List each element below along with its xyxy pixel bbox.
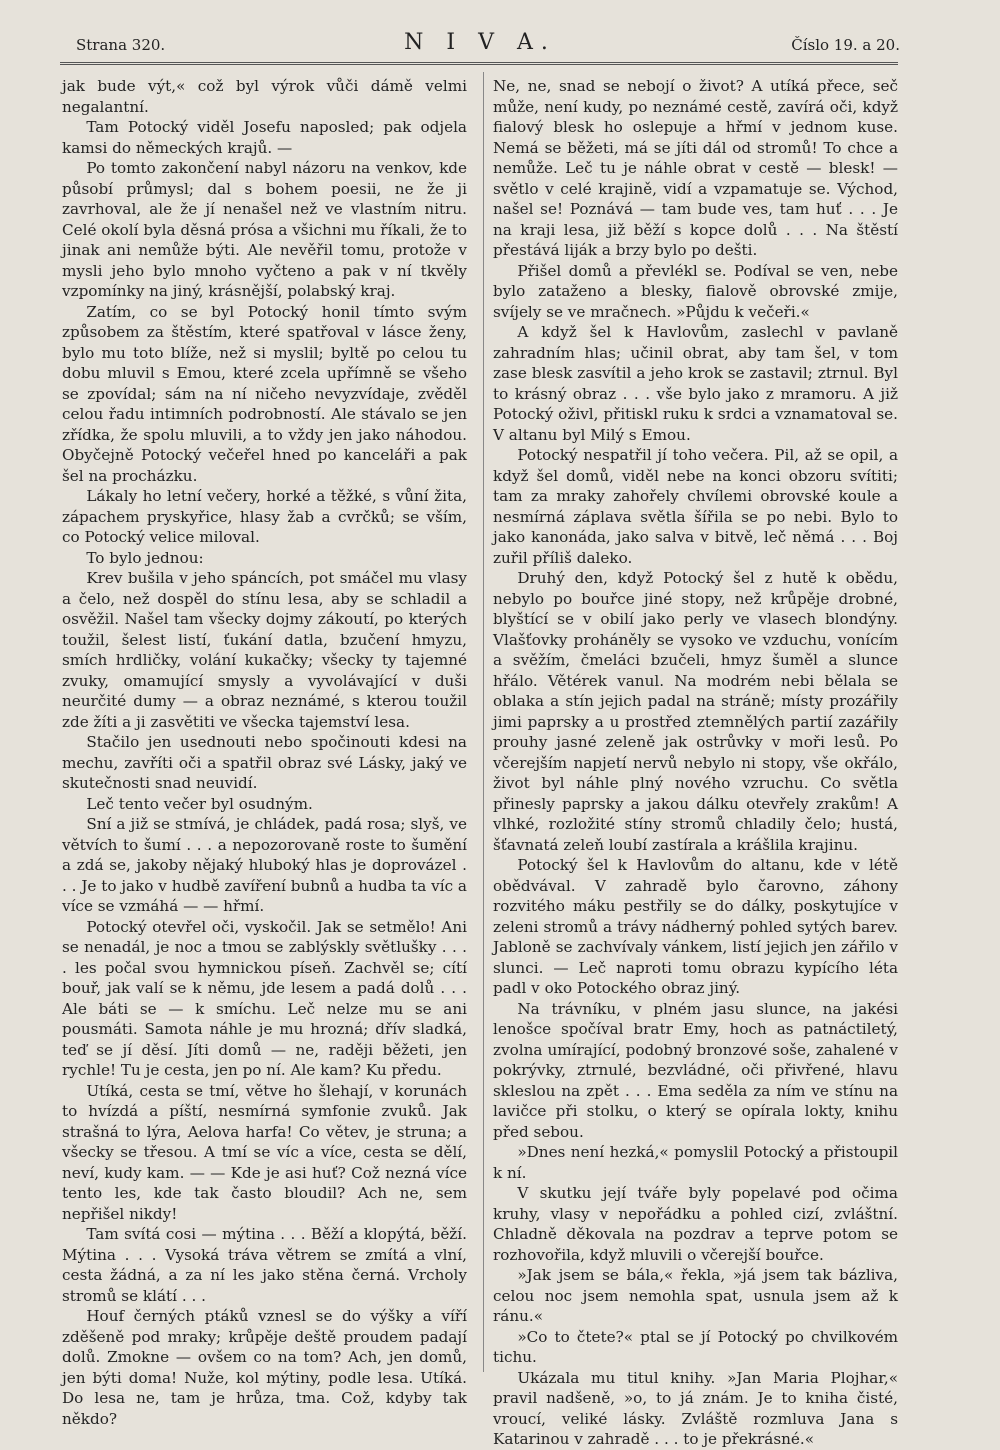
paragraph: Potocký otevřel oči, vyskočil. Jak se setmělo! Ani se nenadál, je noc a tmou se zablýskly světlušky . . . . les počal svou hymnickou píseň. Zachvěl se; cítí bouř, jak valí se k němu, jde lesem a padá dolů . . . Ale báti se — k smíchu. Leč nelze mu se ani pousmáti. Samota náhle je mu hrozná; dřív sladká, teď se jí děsí. Jíti domů — ne, raději běžeti, jen rychle! Tu je cesta, jen po ní. Ale kam? Ku předu. — [62, 917, 467, 1079]
paragraph: Potocký šel k Havlovům do altanu, kde v létě obědvával. V zahradě bylo čarovno, záhony rozvitého máku pestřily se do dálky, poskytujíce v zeleni stromů a trávy nádherný pohled sytých barev. Jabloně se zachvívaly vánkem, listí jejich jen zářilo v slunci. — Leč naproti tomu obrazu kypícího léta padl v oko Potockého obraz jiný. — [493, 856, 898, 997]
paragraph: Stačilo jen usednouti nebo spočinouti kdesi na mechu, zavříti oči a spatřil obraz své Lásky, jaký ve skutečnosti snad neuvidí. — [62, 733, 467, 792]
paragraph: jak bude výt,« což byl výrok vůči dámě velmi negalantní. — [62, 77, 467, 116]
paragraph: »Co to čtete?« ptal se jí Potocký po chvilkovém tichu. — [493, 1327, 898, 1366]
paragraph: V skutku její tváře byly popelavé pod očima kruhy, vlasy v nepořádku a pohled cizí, zvláštní. Chladně děkovala na pozdrav a teprve potom se rozhovořila, když mluvili o včerejší bouřce. — [493, 1184, 898, 1264]
journal-title: N I V A. — [404, 30, 556, 55]
paragraph: Sní a již se stmívá, je chládek, padá rosa; slyš, ve větvích to šumí . . . a nepozorovaně roste to šumění a zdá se, jakoby nějaký hluboký hlas je doprovázel . . . Je to jako v hudbě zavíření bubnů a hudba ta víc a více se vzmáhá — — hřmí. — [62, 815, 467, 915]
column-divider — [483, 72, 484, 1372]
paragraph: Tam Potocký viděl Josefu naposled; pak odjela kamsi do německých krajů. — — [62, 118, 467, 157]
left-column — [62, 76, 467, 1429]
paragraph: Ukázala mu titul knihy. »Jan Maria Plojhar,« pravil nadšeně, »o, to já znám. Je to kniha čisté, vroucí, veliké lásky. Zvláště rozmluva Jana s Katarinou v zahradě . . . to je překrásné.« — [493, 1368, 898, 1448]
paragraph: Přišel domů a převlékl se. Podíval se ven, nebe bylo zataženo a blesky, fialově obrovské zmije, svíjely se ve mračnech. »Půjdu k večeři.« — [493, 261, 898, 321]
paragraph: Tam svítá cosi — mýtina . . . Běží a klopýtá, běží. Mýtina . . . Vysoká tráva větrem se zmítá a vlní, cesta žádná, a za ní les jako stěna černá. Vrcholy stromů se klátí . . . — [62, 1225, 467, 1305]
paragraph: Ne, ne, snad se nebojí o život? A utíká přece, seč může, není kudy, po neznámé cestě, zavírá oči, když fialový blesk ho oslepuje a hřmí v jednom kuse. Nemá se běžeti, má se jíti dál od stromů! To chce a nemůže. Leč tu je náhle obrat v cestě — blesk! — světlo v celé krajině, vidí a vzpamatuje se. Východ, našel se! Poznává — tam bude ves, tam huť . . . Je na kraji lesa, již běží s kopce dolů . . . Na štěstí přestává liják a brzy bylo po dešti. — [493, 77, 898, 259]
paragraph: Potocký nespatřil jí toho večera. Pil, až se opil, a když šel domů, viděl nebe na konci obzoru svítiti; tam za mraky zahořely chvílemi obrovské koule a nesmírná záplava světla šířila se po nebi. Bylo to jako kanonáda, jako salva v bitvě, leč němá . . . Boj zuřil příliš daleko. — [493, 446, 898, 567]
paragraph: Utíká, cesta se tmí, větve ho šlehají, v korunách to hvízdá a píští, nesmírná symfonie zvuků. Jak strašná to lýra, Aelova harfa! Co větev, je struna; a všecky se třesou. A tmí se víc a více, cesta se dělí, neví, kudy kam. — — Kde je asi huť? Což nezná více tento les, kde tak často bloudil? Ach ne, sem nepřišel nikdy! — [62, 1081, 467, 1223]
paragraph: A když šel k Havlovům, zaslechl v pavlaně zahradním hlas; učinil obrat, aby tam šel, v tom zase blesk zasvítil a jeho krok se zastavil; ztrnul. Byl to krásný obraz . . . vše bylo jako z mramoru. A již Potocký oživl, přitiskl ruku k srdci a vznamatoval se. V altanu byl Milý s Emou. — [493, 323, 898, 444]
paragraph: »Jak jsem se bála,« řekla, »já jsem tak bázliva, celou noc jsem nemohla spat, usnula jsem až k ránu.« — [493, 1266, 898, 1325]
issue-number: Číslo 19. a 20. — [791, 36, 900, 54]
paragraph: Lákaly ho letní večery, horké a těžké, s vůní žita, zápachem pryskyřice, hlasy žab a cvrčků; se vším, co Potocký velice miloval. — [62, 487, 467, 546]
page-number: Strana 320. — [76, 36, 166, 54]
paragraph: Houf černých ptáků vznesl se do výšky a víří zděšeně pod mraky; krůpěje deště proudem padají dolů. Zmokne — ovšem co na tom? Ach, jen domů, jen býti doma! Nuže, kol mýtiny, podle lesa. Utíká. Do lesa ne, tam je hrůza, tma. Což, kdyby tak někdo? — [62, 1307, 467, 1428]
paragraph: »Dnes není hezká,« pomyslil Potocký a přistoupil k ní. — [493, 1143, 898, 1182]
paragraph: Druhý den, když Potocký šel z hutě k obědu, nebylo po bouřce jiné stopy, než krůpěje drobné, blyštící se v obilí jako perly ve vlasech blondýny. Vlašťovky proháněly se vysoko ve vzduchu, vonícím a svěžím, čmeláci bzučeli, hmyz šuměl a slunce hřálo. Větérek vanul. Na modrém nebi bělala se oblaka a stín jejich padal na stráně; místy prozářily jimi paprsky a u prostřed ztemnělých partií zazářily prouhy jasné zeleně jak ostrůvky v moři lesů. Po včerejším napjetí nervů nebylo ni stopy, vše okřálo, život byl náhle plný nového vzruchu. Co světla přinesly paprsky a jakou dálku otevřely zrakům! A vlhké, rozložité stíny stromů chladily čelo; hustá, šťavnatá zeleň loubí zastírala a krášlila krajinu. — [493, 569, 898, 854]
paragraph: Zatím, co se byl Potocký honil tímto svým způsobem za štěstím, které spatřoval v lásce ženy, bylo mu toto blíže, než si myslil; byltě po celou tu dobu mluvil s Emou, které zcela upřímně se všeho se zpovídal; sám na ní ničeho nevyzvídaje, zvěděl celou řadu intimních podrobností. Ale stávalo se jen zřídka, že spolu mluvili, a to vždy jen jako náhodou. Obyčejně Potocký večeřel hned po kanceláři a pak šel na procházku. — [62, 302, 467, 485]
paragraph: Po tomto zakončení nabyl názoru na venkov, kde působí průmysl; dal s bohem poesii, ne že ji zavrhoval, ale že jí nenašel než ve vlastním nitru. Celé okolí byla děsná prósa a všichni mu říkali, že to jinak ani nemůže býti. Ale nevěřil tomu, protože v mysli jeho bylo mnoho vyčteno a pak v ní tkvěly vzpomínky na jiný, krásnější, polabský kraj. — [62, 159, 468, 300]
header-rule — [60, 62, 898, 65]
paragraph: To bylo jednou: — [86, 548, 204, 567]
paragraph: Na trávníku, v plném jasu slunce, na jakési lenošce spočíval bratr Emy, hoch as patnáctiletý, zvolna umírající, podobný bronzové soše, zahalené v pokrývky, ztrnulé, bezvládné, oči přivřené, hlavu skleslou na zpět . . . Ema seděla za ním ve stínu na lavičce při stolku, o který se opírala lokty, knihu před sebou. — [493, 999, 898, 1141]
right-column — [493, 76, 898, 1450]
paragraph: Leč tento večer byl osudným. — [86, 794, 313, 813]
paragraph: Krev bušila v jeho spáncích, pot smáčel mu vlasy a čelo, než dospěl do stínu lesa, aby se schladil a osvěžil. Našel tam všecky dojmy zákoutí, po kterých toužil, šelest listí, ťukání datla, bzučení hmyzu, smích hrdličky, volání kukačky; všecky ty tajemné zvuky, omamující smysly a vyvolávající v duši neurčité dumy — a obraz neznámé, s kterou toužil zde žíti a ji zasvětiti ve všecka tajemství lesa. — [62, 569, 467, 731]
